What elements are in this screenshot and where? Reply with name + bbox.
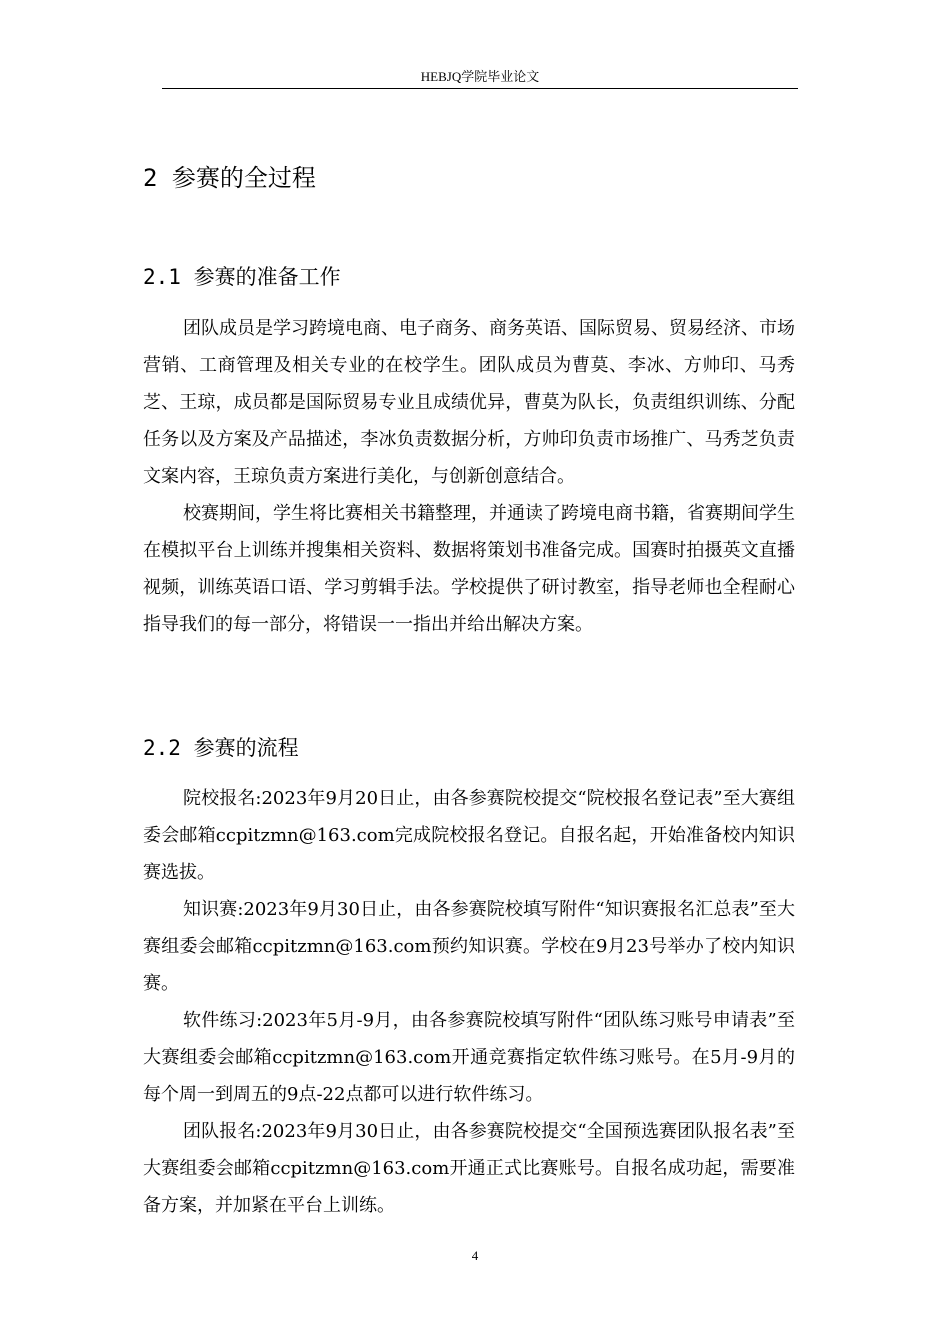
chapter-heading: 2 参赛的全过程 xyxy=(143,164,316,192)
page-header: HEBJQ学院毕业论文 xyxy=(162,66,798,89)
paragraph-team-registration: 团队报名:2023年9月30日止，由各参赛院校提交“全国预选赛团队报名表”至大赛组委会邮箱ccpitzmn@163.com开通正式比赛账号。自报名成功起，需要准备方案，并加紧在平台上训练。 xyxy=(143,1121,795,1216)
section-2-2-body xyxy=(143,780,795,1224)
paragraph-school-registration: 院校报名:2023年9月20日止，由各参赛院校提交“院校报名登记表”至大赛组委会邮箱ccpitzmn@163.com完成院校报名登记。自报名起，开始准备校内知识赛选拔。 xyxy=(143,788,795,883)
paragraph-software-practice: 软件练习:2023年5月-9月，由各参赛院校填写附件“团队练习账号申请表”至大赛组委会邮箱ccpitzmn@163.com开通竞赛指定软件练习账号。在5月-9月的每个周一到周五的9点-22点都可以进行软件练习。 xyxy=(143,1010,795,1105)
section-heading-2-2: 2.2 参赛的流程 xyxy=(143,736,299,760)
paragraph-preparation: 校赛期间，学生将比赛相关书籍整理，并通读了跨境电商书籍，省赛期间学生在模拟平台上训练并搜集相关资料、数据将策划书准备完成。国赛时拍摄英文直播视频，训练英语口语、学习剪辑手法。学校提供了研讨教室，指导老师也全程耐心指导我们的每一部分，将错误一一指出并给出解决方案。 xyxy=(143,503,795,635)
section-heading-2-1: 2.1 参赛的准备工作 xyxy=(143,265,341,289)
paragraph-knowledge-contest: 知识赛:2023年9月30日止，由各参赛院校填写附件“知识赛报名汇总表”至大赛组委会邮箱ccpitzmn@163.com预约知识赛。学校在9月23号举办了校内知识赛。 xyxy=(143,899,795,994)
paragraph-team-members: 团队成员是学习跨境电商、电子商务、商务英语、国际贸易、贸易经济、市场营销、工商管理及相关专业的在校学生。团队成员为曹莫、李冰、方帅印、马秀芝、王琼，成员都是国际贸易专业且成绩优异，曹莫为队长，负责组织训练、分配任务以及方案及产品描述，李冰负责数据分析，方帅印负责市场推广、马秀芝负责文案内容，王琼负责方案进行美化，与创新创意结合。 xyxy=(143,318,795,487)
page-number: 4 xyxy=(471,1248,479,1263)
section-2-1-body xyxy=(143,310,795,643)
